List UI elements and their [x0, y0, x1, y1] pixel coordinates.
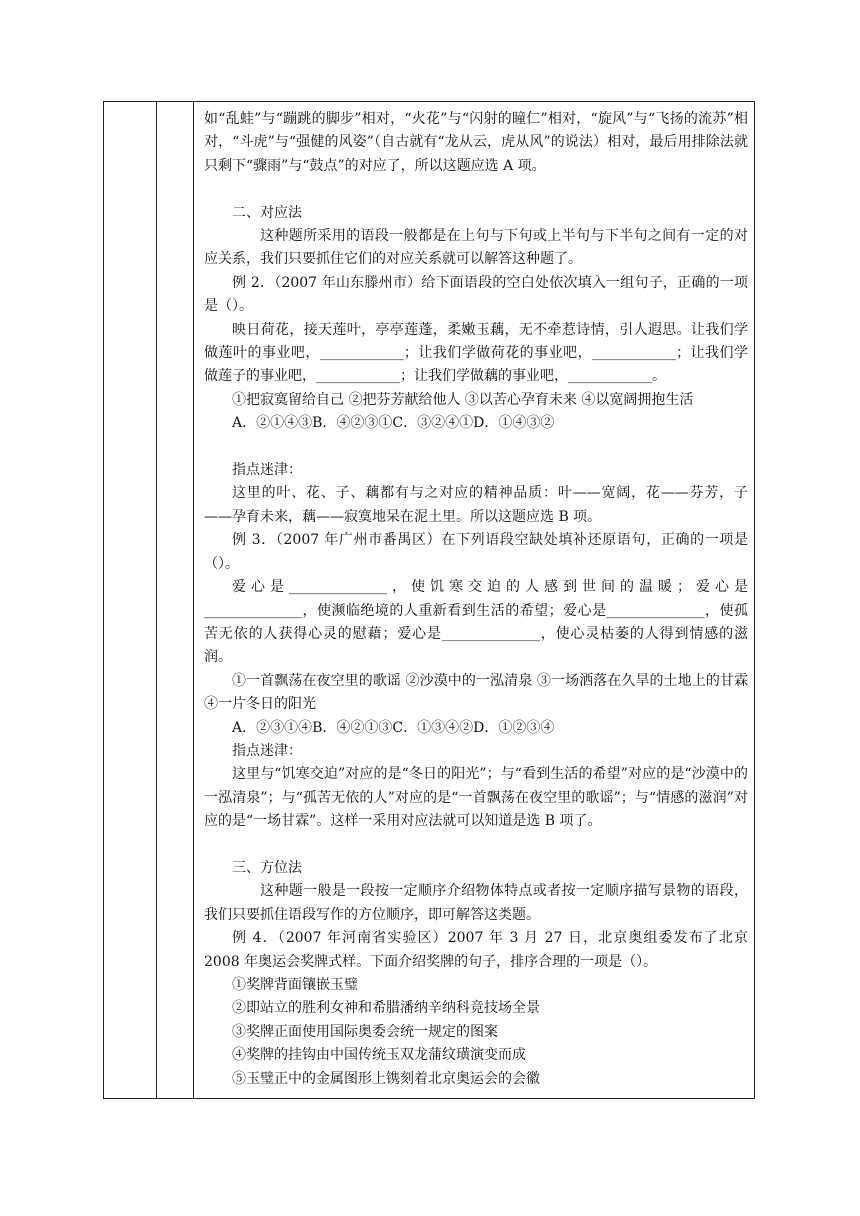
example-3-question: 例 3．（2007 年广州市番禺区）在下列语段空缺处填补还原语句，正确的一项是（）。: [204, 532, 748, 572]
example-2-sentences: ①把寂寞留给自己 ②把芬芳献给他人 ③以苦心孕育未来 ④以宽阔拥抱生活: [232, 391, 694, 408]
hint-label-2: 指点迷津：: [232, 462, 302, 479]
example-2-passage: 映日荷花，接天莲叶，亭亭莲蓬，柔嫩玉藕，无不牵惹诗情，引人遐思。让我们学做莲叶的事业吧，____________；让我们学做荷花的事业吧，____________；让我们学做莲子的事业吧，____________；让我们学做藕的事业吧，____________。: [204, 321, 748, 385]
example-2-options: A．②①④③B．④②③①C．③②④①D．①④③②: [232, 415, 555, 432]
example-3-options: A．②③①④B．④②①③C．①③④②D．①②③④: [232, 719, 555, 736]
example-4-question: 例 4．（2007 年河南省实验区）2007 年 3 月 27 日，北京奥组委发布了北京 2008 年奥运会奖牌式样。下面介绍奖牌的句子，排序合理的一项是（）。: [204, 930, 748, 970]
example-2-hint: 这里的叶、花、子、藕都有与之对应的精神品质：叶——宽阔，花——芬芳，子——孕育未来，藕——寂寞地呆在泥土里。所以这题应选 B 项。: [204, 485, 748, 525]
document-table: [103, 101, 755, 1099]
paragraph-correspondence-intro: 这种题所采用的语段一般都是在上句与下句或上半句与下半句之间有一定的对应关系，我们只要抓住它们的对应关系就可以解答这种题了。: [204, 228, 748, 268]
example-4-sentence-4: ④奖牌的挂钩由中国传统玉双龙蒲纹璜演变而成: [232, 1047, 526, 1064]
example-3-passage: 爱心是______________，使饥寒交迫的人感到世间的温暖；爱心是______________，使濒临绝境的人重新看到生活的希望；爱心是______________，使孤苦无依的人获得心灵的慰藉；爱心是______________，使心灵枯萎的人得到情感的滋润。: [204, 579, 748, 666]
example-3-sentences: ①一首飘荡在夜空里的歌谣 ②沙漠中的一泓清泉 ③一场洒落在久旱的土地上的甘霖 ④一片冬日的阳光: [204, 672, 748, 713]
example-4-sentence-3: ③奖牌正面使用国际奥委会统一规定的图案: [232, 1023, 498, 1040]
content-cell: [200, 102, 754, 1098]
column-divider-1: [156, 102, 157, 1098]
example-3-hint: 这里与“饥寒交迫”对应的是“冬日的阳光”；与“看到生活的希望”对应的是“沙漠中的一泓清泉”；与“孤苦无依的人”对应的是“一首飘荡在夜空里的歌谣”；与“情感的滋润”对应的是“一场甘霖”。这样一采用对应法就可以知道是选 B 项了。: [204, 766, 748, 830]
example-2-question: 例 2．（2007 年山东滕州市）给下面语段的空白处依次填入一组句子，正确的一项是（）。: [204, 274, 748, 315]
example-4-sentence-2: ②即站立的胜利女神和希腊潘纳辛纳科竞技场全景: [232, 1000, 540, 1017]
paragraph-example1-analysis: 如“乱蛙”与“蹦跳的脚步”相对，“火花”与“闪射的瞳仁”相对，“旋风”与“飞扬的流苏”相对，“斗虎”与“强健的风姿”（自古就有“龙从云，虎从风”的说法）相对，最后用排除法就只剩下“骤雨”与“鼓点”的对应了，所以这题应选 A 项。: [204, 111, 748, 174]
section-heading-position: 三、方位法: [232, 859, 302, 876]
paragraph-position-intro: 这种题一般是一段按一定顺序介绍物体特点或者按一定顺序描写景物的语段，我们只要抓住语段写作的方位顺序，即可解答这类题。: [204, 883, 748, 923]
section-heading-correspondence: 二、对应法: [232, 204, 302, 221]
hint-label-3: 指点迷津：: [232, 742, 302, 759]
column-divider-2: [193, 102, 194, 1098]
example-4-sentence-5: ⑤玉璧正中的金属图形上镌刻着北京奥运会的会徽: [232, 1070, 540, 1087]
example-4-sentence-1: ①奖牌背面镶嵌玉璧: [232, 976, 358, 993]
